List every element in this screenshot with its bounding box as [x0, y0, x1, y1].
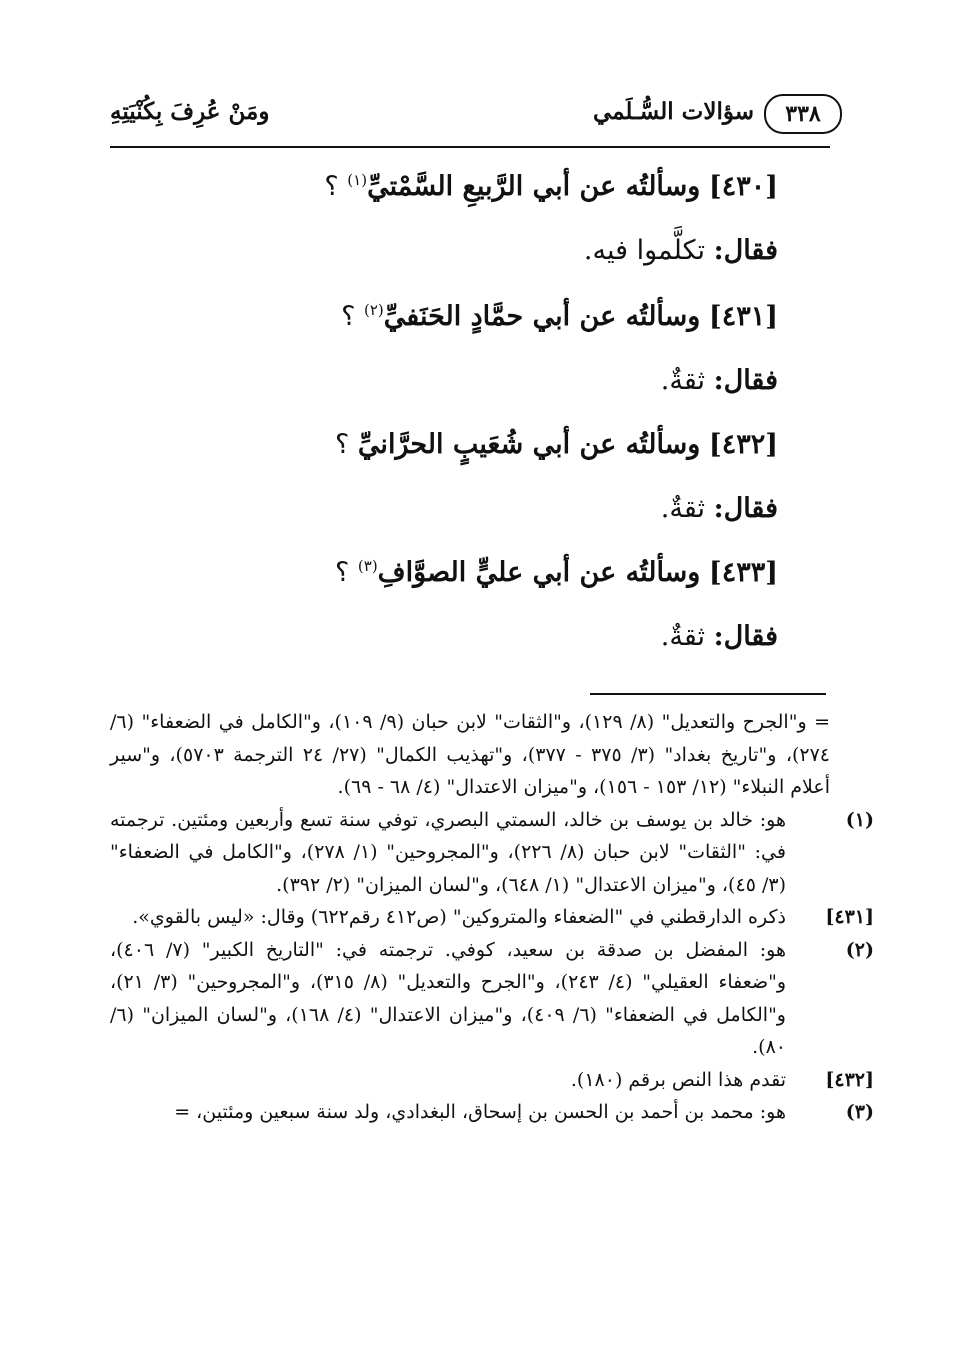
footnote-number: (٢)	[845, 938, 874, 961]
answer-433	[138, 620, 778, 654]
entry-number: [٤٣٣]	[708, 557, 778, 588]
footnote-continuation: = و"الجرح والتعديل" (٨/ ١٢٩)، و"الثقات" لابن حبان (٩/ ١٠٩)، و"الكامل في الضعفاء" (٦/ ٢٧٤)، و"تاريخ بغداد" (٣/ ٣٧٥ - ٣٧٧)، و"تهذيب الكمال" (٢٧/ ٢٤ الترجمة ٥٧٠٣)، و"سير أعلام النبلاء" (١٢/ ١٥٣ - ١٥٦)، و"ميزان الاعتدال" (٤/ ٦٨ - ٦٩).	[110, 711, 831, 798]
note-text: تقدم هذا النص برقم (١٨٠).	[570, 1068, 786, 1091]
header-rule	[110, 146, 830, 148]
answer-label: فقال:	[713, 365, 778, 396]
answer-431	[138, 364, 778, 398]
answer-text: ثقةٌ.	[660, 493, 706, 524]
answer-text: ثقةٌ.	[660, 621, 706, 652]
page-number-badge: ٣٣٨	[764, 94, 842, 134]
entry-number: [٤٣١]	[708, 301, 778, 332]
answer-label: فقال:	[713, 235, 778, 266]
question-432	[138, 428, 778, 462]
entry-number: [٤٣٢]	[708, 429, 778, 460]
answer-430	[138, 234, 778, 268]
footnotes	[110, 706, 874, 1129]
entry-number: [٤٣٠]	[708, 171, 778, 202]
answer-text: ثقةٌ.	[660, 365, 706, 396]
answer-text: تكلَّموا فيه.	[583, 235, 706, 266]
chapter-title: ومَنْ عُرِفَ بِكُنْيَتِهِ	[110, 98, 270, 125]
question-text: وسألتُه عن أبي شُعَيبٍ الحرَّانيِّ	[357, 429, 701, 460]
question-mark: ؟	[324, 171, 348, 202]
footnote-number: (١)	[845, 808, 874, 831]
footnote-marker: (١)	[347, 171, 368, 189]
footnote-2	[110, 934, 874, 1064]
footnote-text: هو: المفضل بن صدقة بن سعيد، كوفي. ترجمته في: "التاريخ الكبير" (٧/ ٤٠٦)، و"ضعفاء العقيلي" (٤/ ٢٤٣)، و"الجرح والتعديل" (٨/ ٣١٥)، و"المجروحين" (٣/ ٢١)، و"الكامل في الضعفاء" (٦/ ٤٠٩)، و"ميزان الاعتدال" (٤/ ١٦٨)، و"لسان الميزان" (٦/ ٨٠).	[110, 938, 787, 1058]
question-433	[138, 556, 778, 590]
question-text: وسألتُه عن أبي الرَّبيعِ السَّمْتيِّ	[367, 171, 701, 202]
question-430	[138, 170, 778, 204]
note-text: ذكره الدارقطني في "الضعفاء والمتروكين" (ص٤١٢ رقم٦٢٢) وقال: «ليس بالقوي».	[132, 906, 786, 928]
footnote-number: (٣)	[845, 1101, 874, 1123]
question-text: وسألتُه عن أبي حمَّادٍ الحَنَفيِّ	[383, 301, 701, 332]
question-mark: ؟	[334, 557, 358, 588]
footnote-separator	[590, 693, 826, 695]
question-431	[138, 300, 778, 334]
answer-label: فقال:	[713, 493, 778, 524]
footnote-3	[110, 1096, 874, 1129]
question-mark: ؟	[335, 429, 358, 460]
answer-label: فقال:	[713, 621, 778, 652]
note-432	[110, 1064, 874, 1097]
question-mark: ؟	[341, 301, 364, 332]
book-title: سؤالات السُّـلَمي	[592, 98, 754, 125]
note-number: [٤٣١]	[825, 906, 874, 928]
footnote-text: هو: محمد بن أحمد بن الحسن بن إسحاق، البغدادي، ولد سنة سبعين ومئتين، =	[174, 1101, 786, 1123]
note-431	[110, 901, 874, 934]
footnote-marker: (٢)	[364, 301, 384, 319]
footnote-text: هو: خالد بن يوسف بن خالد، السمتي البصري، توفي سنة تسع وأربعين ومئتين. ترجمته في: "الثقات" لابن حبان (٨/ ٢٢٦)، و"المجروحين" (١/ ٢٧٨)، و"الكامل في الضعفاء" (٣/ ٤٥)، و"ميزان الاعتدال" (١/ ٦٤٨)، و"لسان الميزان" (٢/ ٣٩٢).	[110, 808, 786, 896]
question-text: وسألتُه عن أبي عليٍّ الصوَّافِ	[377, 557, 701, 588]
footnote-1	[110, 804, 874, 902]
page-header	[110, 92, 842, 150]
answer-432	[138, 492, 778, 526]
footnote-marker: (٣)	[357, 557, 378, 575]
note-number: [٤٣٢]	[825, 1068, 874, 1091]
